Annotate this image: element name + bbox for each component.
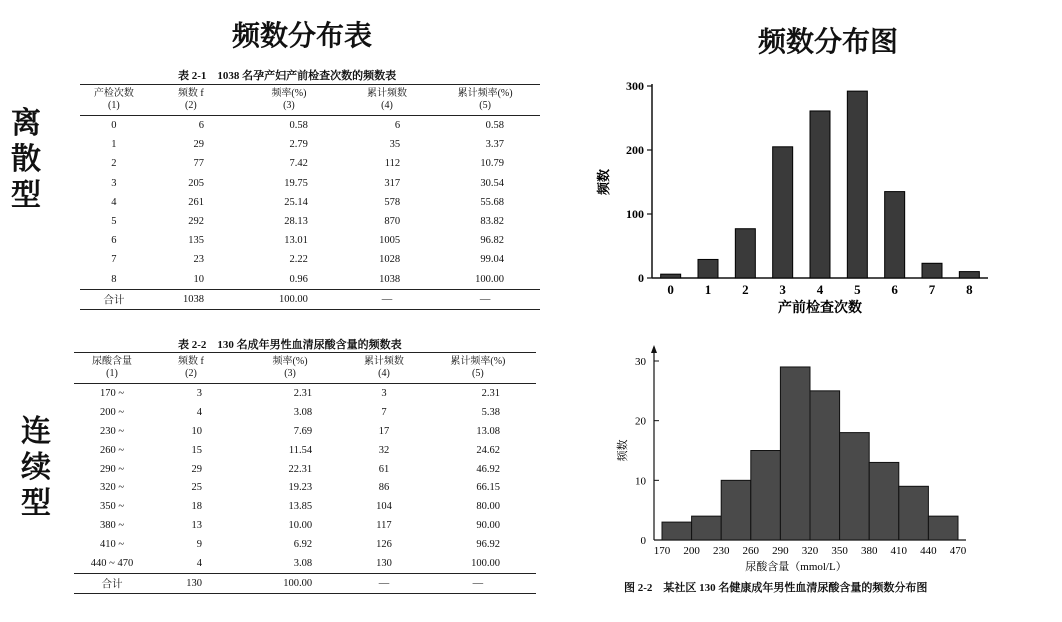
column-header-label: 尿酸含量 [92, 356, 132, 367]
table-cell: 230 ~ [99, 425, 125, 437]
x-tick-label: 410 [890, 545, 908, 557]
table-cell: 6 [394, 120, 401, 132]
total-cell: 100.00 [232, 573, 348, 593]
table-cell: 2.31 [481, 387, 500, 399]
table-cell: 6 [111, 235, 117, 247]
table-cell: 0.96 [289, 273, 308, 285]
total-cell: 合计 [80, 289, 148, 309]
table-cell: 83.82 [480, 216, 504, 228]
bar [959, 272, 979, 278]
table-cell: 22.31 [288, 463, 313, 475]
discrete-bar-chart [590, 70, 1010, 320]
bar [810, 111, 830, 278]
table2 [74, 352, 536, 594]
table-cell: 350 ~ [99, 501, 125, 513]
table-cell: 35 [389, 139, 401, 151]
continuous-label-char: 型 [21, 486, 51, 521]
table-cell: 61 [378, 463, 390, 475]
table-cell: 29 [191, 463, 202, 475]
table-row [80, 116, 540, 136]
table-row [74, 441, 536, 460]
column-header [232, 353, 348, 384]
bar [735, 229, 755, 278]
histogram-bar [662, 522, 692, 540]
table-cell: 10 [191, 425, 202, 437]
bar [922, 263, 942, 278]
table-cell: 5.38 [481, 406, 500, 418]
table-row [80, 250, 540, 269]
table-cell: 25 [191, 482, 202, 494]
table1-title: 表 2-1 1038 名孕产妇产前检查次数的频数表 [178, 70, 397, 82]
histogram-bar [869, 462, 899, 540]
table-cell: 86 [378, 482, 390, 494]
total-cell: 100.00 [234, 289, 344, 309]
column-header [148, 85, 234, 116]
bar [847, 91, 867, 278]
column-header-label: 累计频率(%) [450, 356, 506, 367]
table-cell: 205 [188, 177, 205, 189]
table-cell: 18 [191, 501, 202, 513]
table-cell: 3.08 [293, 406, 313, 418]
table-cell: 55.68 [480, 196, 504, 208]
total-row [74, 573, 536, 593]
bar [773, 147, 793, 278]
table-cell: 25.14 [284, 196, 308, 208]
table-cell: 3 [381, 387, 387, 399]
table-cell: 5 [111, 216, 117, 228]
table-cell: 6.92 [293, 539, 313, 551]
x-tick-label: 380 [860, 545, 878, 557]
x-tick-label: 290 [772, 545, 789, 557]
x-tick-label: 0 [667, 282, 674, 297]
x-tick-label: 260 [742, 545, 760, 557]
y-tick-label: 10 [635, 475, 646, 488]
table-row [74, 554, 536, 573]
table-cell: 13.85 [288, 501, 313, 513]
table2-title: 表 2-2 130 名成年男性血清尿酸含量的频数表 [178, 339, 402, 351]
histogram-bar [899, 486, 929, 540]
bar [698, 259, 718, 278]
table-cell: 1038 [379, 273, 401, 285]
x-tick-label: 8 [966, 282, 973, 297]
x-tick-label: 200 [683, 545, 700, 557]
y-tick-label: 0 [638, 271, 644, 285]
table-cell: 66.15 [476, 482, 500, 494]
table-cell: 10.00 [288, 520, 313, 532]
table-cell: 0 [111, 120, 117, 132]
column-header-label: 频数 f [178, 356, 204, 367]
table-cell: 7.42 [289, 158, 308, 170]
column-header [80, 85, 148, 116]
table-row [80, 212, 540, 231]
table-cell: 290 ~ [99, 463, 125, 475]
column-header [348, 353, 420, 384]
table-cell: 170 ~ [99, 387, 125, 399]
x-tick-label: 470 [949, 545, 967, 557]
table-cell: 2.79 [289, 139, 308, 151]
table-cell: 0.58 [485, 120, 504, 132]
table-cell: 200 ~ [99, 406, 125, 418]
column-header [150, 353, 232, 384]
table-cell: 90.00 [476, 520, 500, 532]
histogram-bar [840, 433, 870, 540]
table-cell: 130 [376, 557, 392, 569]
table-row [74, 460, 536, 479]
column-header [420, 353, 536, 384]
column-header-label: 频率(%) [271, 88, 307, 99]
table-row [80, 231, 540, 250]
table-row [74, 516, 536, 535]
table-cell: 4 [196, 557, 202, 569]
table-cell: 23 [193, 254, 205, 266]
table-cell: 292 [188, 216, 205, 228]
x-tick-label: 230 [712, 545, 730, 557]
table-cell: 99.04 [480, 254, 504, 266]
column-header-index: (2) [185, 368, 197, 379]
column-header-index: (2) [185, 100, 197, 111]
table-cell: 13.08 [476, 425, 500, 437]
table-cell: 6 [198, 120, 205, 132]
table-cell: 7 [111, 254, 117, 266]
continuous-label-char: 续 [21, 450, 51, 485]
y-tick-label: 0 [640, 535, 646, 547]
table-cell: 2.31 [293, 387, 313, 399]
total-cell: 1038 [148, 289, 234, 309]
table-cell: 8 [111, 273, 117, 285]
total-cell: — [348, 573, 420, 593]
table-cell: 29 [193, 139, 205, 151]
table-cell: 3.37 [485, 139, 504, 151]
table-cell: 24.62 [476, 444, 500, 456]
table-cell: 17 [378, 425, 390, 437]
x-tick-label: 2 [742, 282, 749, 297]
discrete-label-char: 离 [11, 106, 41, 141]
column-header-label: 累计频率(%) [457, 88, 513, 99]
table-cell: 30.54 [480, 177, 504, 189]
discrete-label-char: 型 [11, 178, 41, 213]
y-axis-label: 频数 [596, 168, 611, 196]
x-axis-label: 产前检查次数 [778, 301, 862, 316]
total-cell: — [430, 289, 540, 309]
table-cell: 126 [376, 539, 392, 551]
y-tick-label: 200 [626, 143, 644, 157]
table-row [80, 154, 540, 173]
bar [885, 192, 905, 278]
column-header-label: 频率(%) [272, 356, 308, 367]
table-cell: 7.69 [293, 425, 313, 437]
table-cell: 578 [384, 196, 401, 208]
x-tick-label: 3 [779, 282, 786, 297]
y-tick-label: 100 [626, 207, 644, 221]
x-tick-label: 170 [653, 545, 671, 557]
table-row [80, 270, 540, 290]
table-cell: 104 [376, 501, 392, 513]
table-cell: 1028 [379, 254, 401, 266]
y-axis-label: 频数 [617, 439, 629, 462]
x-tick-label: 6 [891, 282, 898, 297]
histogram-bar [751, 451, 781, 541]
column-header-index: (1) [106, 368, 118, 379]
histogram-bar [928, 516, 958, 540]
table-cell: 2 [111, 158, 117, 170]
histogram-bar [721, 480, 751, 540]
column-header-index: (4) [378, 368, 390, 379]
table-cell: 3.08 [293, 557, 313, 569]
table-cell: 1005 [379, 235, 401, 247]
histogram-bar [780, 367, 810, 540]
table-cell: 3 [111, 177, 117, 189]
table-cell: 13 [191, 520, 202, 532]
table-cell: 28.13 [284, 216, 308, 228]
table-cell: 117 [376, 520, 392, 532]
column-header-label: 累计频数 [363, 356, 404, 367]
table-cell: 4 [196, 406, 202, 418]
total-cell: 合计 [74, 573, 150, 593]
continuous-histogram [610, 345, 1010, 575]
table1 [80, 84, 540, 310]
table-section-heading: 频数分布表 [232, 19, 373, 52]
table-cell: 32 [378, 444, 390, 456]
table-cell: 10 [193, 273, 205, 285]
table-row [74, 478, 536, 497]
table-cell: 317 [384, 177, 401, 189]
table-row [80, 174, 540, 193]
discrete-label-char: 散 [11, 142, 41, 177]
column-header-index: (4) [381, 100, 393, 111]
x-axis-label: 尿酸含量（mmol/L） [745, 561, 847, 573]
table-row [74, 384, 536, 403]
column-header-index: (1) [108, 100, 120, 111]
histogram-bar [692, 516, 722, 540]
column-header-index: (3) [284, 368, 296, 379]
table-cell: 320 ~ [99, 482, 125, 494]
column-header-index: (5) [479, 100, 491, 111]
y-axis-arrow [651, 345, 657, 353]
total-cell: 130 [150, 573, 232, 593]
table-cell: 100.00 [471, 557, 500, 569]
column-header-index: (5) [472, 368, 484, 379]
column-header [344, 85, 430, 116]
table-cell: 46.92 [476, 463, 500, 475]
table-cell: 410 ~ [99, 539, 125, 551]
table-cell: 7 [381, 406, 387, 418]
table-cell: 112 [384, 158, 401, 170]
table-cell: 2.22 [289, 254, 308, 266]
continuous-label-char: 连 [21, 414, 51, 449]
x-tick-label: 4 [816, 282, 824, 297]
table-cell: 13.01 [284, 235, 308, 247]
y-tick-label: 20 [635, 415, 646, 428]
table-row [74, 403, 536, 422]
total-row [80, 289, 540, 309]
histogram-bar [810, 391, 840, 540]
table-row [74, 497, 536, 516]
table-cell: 77 [193, 158, 205, 170]
column-header-label: 频数 f [177, 88, 204, 99]
table-cell: 440 ~ 470 [90, 557, 134, 569]
table-cell: 260 ~ [99, 444, 125, 456]
table-cell: 96.92 [476, 539, 500, 551]
column-header [74, 353, 150, 384]
discrete-label [6, 106, 46, 214]
total-cell: — [420, 573, 536, 593]
column-header-label: 产检次数 [93, 88, 134, 99]
table-cell: 80.00 [476, 501, 500, 513]
column-header [430, 85, 540, 116]
table-cell: 19.75 [284, 177, 308, 189]
total-cell: — [344, 289, 430, 309]
table-row [80, 135, 540, 154]
table-row [80, 193, 540, 212]
table-cell: 96.82 [480, 235, 504, 247]
table-cell: 261 [188, 196, 205, 208]
table-cell: 3 [196, 387, 202, 399]
column-header-label: 累计频数 [367, 88, 407, 99]
table-cell: 9 [196, 539, 202, 551]
x-tick-label: 5 [854, 282, 861, 297]
column-header [234, 85, 344, 116]
column-header-index: (3) [283, 100, 295, 111]
histogram-caption: 图 2-2 某社区 130 名健康成年男性血清尿酸含量的频数分布图 [624, 582, 928, 594]
x-tick-label: 7 [928, 282, 936, 297]
table-cell: 380 ~ [99, 520, 125, 532]
table-cell: 10.79 [480, 158, 504, 170]
bar [661, 274, 681, 278]
table-cell: 4 [111, 196, 117, 208]
y-tick-label: 300 [626, 79, 644, 93]
x-tick-label: 350 [831, 545, 848, 557]
table-cell: 135 [188, 235, 205, 247]
table-cell: 15 [191, 444, 202, 456]
table-cell: 19.23 [288, 482, 313, 494]
x-tick-label: 320 [801, 545, 819, 557]
table-cell: 11.54 [288, 444, 313, 456]
table-cell: 1 [111, 139, 117, 151]
table-cell: 870 [384, 216, 401, 228]
chart-section-heading: 频数分布图 [758, 25, 899, 58]
table-cell: 100.00 [475, 273, 504, 285]
table-cell: 0.58 [289, 120, 308, 132]
x-tick-label: 1 [704, 282, 712, 297]
table-row [74, 535, 536, 554]
y-tick-label: 30 [635, 356, 646, 368]
x-tick-label: 440 [920, 545, 937, 557]
table-row [74, 422, 536, 441]
continuous-label [16, 414, 56, 522]
